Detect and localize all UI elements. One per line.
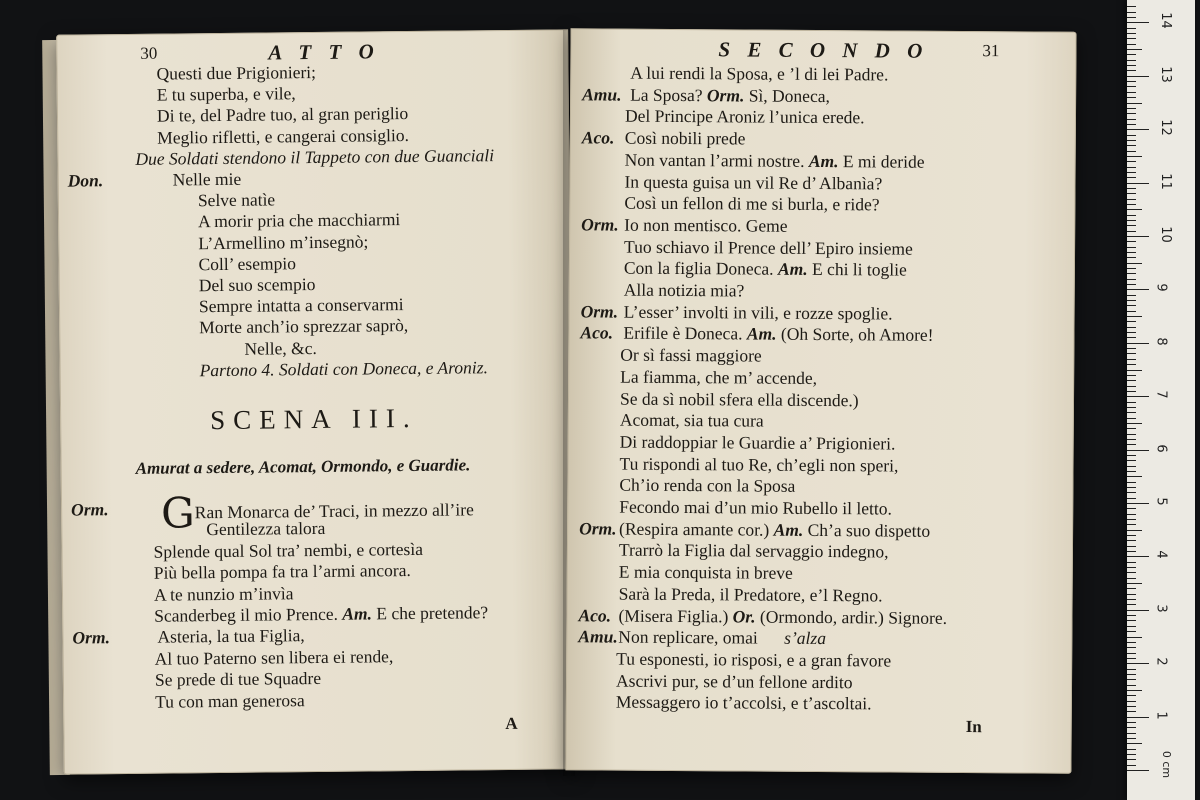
line-text: A lui rendi la Sposa, e ’l di lei Padre.: [630, 62, 889, 85]
ruler-tick: [1127, 359, 1136, 360]
line-text: Sempre intatta a conservarmi: [198, 294, 404, 317]
line-text: Tu rispondi al tuo Re, ch’egli non speri,: [619, 453, 899, 476]
line-text: Trarrò la Figlia dal servaggio indegno,: [618, 539, 889, 562]
speaker-label: Orm.: [581, 214, 619, 235]
ruler-tick: [1127, 370, 1142, 371]
ruler-tick: [1127, 332, 1136, 333]
ruler-tick: [1127, 113, 1136, 114]
line-text: Alla notizia mia?: [623, 279, 745, 301]
ruler-tick: [1127, 439, 1136, 440]
ruler-tick: [1127, 199, 1136, 200]
ruler-tick: [1127, 22, 1149, 23]
ruler-tick: [1127, 711, 1136, 712]
ruler-number: 11: [1157, 172, 1173, 190]
line-tail-text: (Ormondo, ardir.) Signore.: [759, 606, 948, 628]
ruler-tick: [1127, 353, 1136, 354]
ruler-tick: [1127, 375, 1136, 376]
ruler-tick: [1127, 444, 1136, 445]
ruler-tick: [1127, 733, 1136, 734]
ruler-tick: [1127, 129, 1149, 130]
ruler-tick: [1127, 380, 1136, 381]
ruler-tick: [1127, 620, 1136, 621]
line-text: Così un fellon di me si burla, e ride?: [624, 192, 880, 215]
right-text-block: [565, 28, 1076, 774]
ruler-tick: [1127, 215, 1136, 216]
ruler-tick: [1127, 86, 1136, 87]
ruler-tick: [1127, 765, 1136, 766]
speaker-label: Am.: [777, 258, 808, 280]
line-text: (Respira amante cor.) Am. Ch’a suo dispetto: [619, 518, 931, 541]
line-text: Nelle mie: [172, 168, 242, 190]
ruler-tick: [1127, 263, 1142, 264]
ruler-tick: [1127, 492, 1136, 493]
ruler-tick: [1127, 305, 1136, 306]
ruler-tick: [1127, 407, 1136, 408]
line-text: Così nobili prede: [624, 127, 746, 149]
ruler-tick: [1127, 508, 1136, 509]
ruler-tick: [1127, 615, 1136, 616]
ruler-tick: [1127, 38, 1136, 39]
ruler-tick: [1127, 519, 1136, 520]
drop-cap: G: [160, 488, 195, 538]
ruler-tick: [1127, 610, 1149, 611]
ruler-tick: [1127, 49, 1142, 50]
line-text: Messaggero io t’accolsi, e t’ascoltai.: [615, 691, 872, 714]
measuring-ruler: [1127, 0, 1195, 800]
ruler-tick: [1127, 402, 1136, 403]
text-line: [579, 518, 931, 541]
ruler-tick: [1127, 172, 1136, 173]
ruler-tick: [1127, 6, 1136, 7]
ruler-tick: [1127, 540, 1136, 541]
ruler-tick: [1127, 754, 1136, 755]
ruler-tick: [1127, 316, 1142, 317]
ruler-tick: [1127, 167, 1136, 168]
speaker-label: Orm.: [71, 499, 109, 520]
ruler-tick: [1127, 556, 1149, 557]
line-text: Erifile è Doneca. Am. (Oh Sorte, oh Amore!: [623, 323, 934, 346]
line-text: Morte anch’io sprezzar saprò,: [199, 315, 409, 338]
ruler-tick: [1127, 717, 1149, 718]
ruler-tick: [1127, 653, 1136, 654]
catchword-left: A: [505, 713, 518, 734]
ruler-tick: [1127, 749, 1136, 750]
ruler-number: 6: [1153, 443, 1169, 453]
running-head-left: A T T O: [268, 39, 380, 65]
line-text: Or sì fassi maggiore: [620, 344, 762, 366]
line-text: L’Armellino m’insegnò;: [198, 231, 369, 253]
speaker-label: Aco.: [578, 604, 612, 626]
ruler-tick: [1127, 54, 1136, 55]
text-line: [580, 322, 934, 346]
ruler-tick: [1127, 268, 1136, 269]
ruler-tick: [1127, 295, 1136, 296]
ruler-tick: [1127, 674, 1136, 675]
ruler-number: 9: [1153, 283, 1169, 293]
line-text: Fecondo mai d’un mio Rubello il letto.: [619, 496, 893, 519]
ruler-tick: [1127, 279, 1136, 280]
ruler-tick: [1127, 119, 1136, 120]
page-number-right: 31: [982, 41, 1000, 61]
ruler-tick: [1127, 503, 1149, 504]
ruler-tick: [1127, 396, 1149, 397]
ruler-tick: [1127, 604, 1136, 605]
ruler-tick: [1127, 535, 1136, 536]
line-tail-text: E chi li toglie: [811, 259, 907, 280]
catchword-right: In: [965, 717, 982, 737]
ruler-tick: [1127, 663, 1149, 664]
text-line: [581, 127, 746, 149]
ruler-tick: [1127, 658, 1136, 659]
ruler-tick: [1127, 423, 1142, 424]
ruler-tick: [1127, 337, 1136, 338]
ruler-number: 4: [1153, 550, 1169, 560]
text-line: [578, 604, 948, 628]
line-text: Di te, del Padre tuo, al gran periglio: [156, 103, 409, 127]
ruler-tick: [1127, 300, 1136, 301]
speaker-label: Orm.: [579, 518, 617, 539]
line-text: Meglio rifletti, e cangerai consiglio.: [157, 124, 410, 148]
ruler-tick: [1127, 482, 1136, 483]
ruler-tick: [1127, 236, 1149, 237]
line-text: Non replicare, omai s’alza: [618, 626, 827, 649]
speaker-label: Orm.: [72, 627, 110, 648]
speaker-label: Am.: [342, 603, 373, 624]
text-line: [580, 301, 893, 324]
line-text: Gentilezza talora: [206, 518, 326, 540]
ruler-tick: [1127, 434, 1136, 435]
speaker-label: Or.: [732, 605, 756, 627]
ruler-tick: [1127, 348, 1136, 349]
ruler-tick: [1127, 685, 1136, 686]
line-text: Splende qual Sol tra’ nembi, e cortesìa: [153, 538, 424, 562]
line-tail-text: s’alza: [784, 627, 827, 649]
speaker-label: Am.: [773, 519, 804, 540]
line-text: La fiamma, che m’ accende,: [620, 366, 818, 388]
ruler-tick: [1127, 706, 1136, 707]
line-text: In questa guisa un vil Re d’ Albanìa?: [624, 171, 883, 193]
ruler-tick: [1127, 466, 1136, 467]
ruler-tick: [1127, 562, 1136, 563]
ruler-tick: [1127, 140, 1136, 141]
ruler-tick: [1127, 637, 1142, 638]
speaker-label: Am.: [746, 323, 777, 345]
ruler-number: 8: [1153, 337, 1169, 346]
running-head-right: S E C O N D O: [718, 37, 929, 63]
ruler-tick: [1127, 364, 1136, 365]
line-tail-text: Ch’a suo dispetto: [807, 519, 931, 541]
ruler-tick: [1127, 289, 1149, 290]
ruler-tick: [1127, 220, 1136, 221]
ruler-tick: [1127, 546, 1136, 547]
ruler-tick: [1127, 193, 1136, 194]
speaker-label: Orm.: [580, 301, 619, 322]
line-text: Di raddoppiar le Guardie a’ Prigionieri.: [619, 431, 896, 454]
ruler-tick: [1127, 460, 1136, 461]
page-number-left: 30: [140, 43, 158, 63]
line-text: Sarà la Preda, il Predatore, e’l Regno.: [618, 583, 883, 606]
ruler-tick: [1127, 108, 1136, 109]
ruler-tick: [1127, 151, 1136, 152]
ruler-tick: [1127, 386, 1136, 387]
ruler-tick: [1127, 551, 1136, 552]
line-text: Al tuo Paterno sen libera ei rende,: [154, 646, 394, 669]
ruler-tick: [1127, 524, 1136, 525]
ruler-tick: [1127, 284, 1136, 285]
scene-text-block: [56, 29, 576, 774]
ruler-tick: [1127, 156, 1142, 157]
ruler-tick: [1127, 161, 1136, 162]
line-text: Scanderbeg il mio Prence. Am. E che pretende?: [154, 602, 489, 626]
ruler-tick: [1127, 567, 1136, 568]
line-text: Del suo scempio: [198, 274, 316, 296]
ruler-tick: [1127, 578, 1136, 579]
right-page: [565, 28, 1076, 774]
scene-persons: Amurat a sedere, Acomat, Ormondo, e Guardie.: [135, 455, 471, 478]
ruler-tick: [1127, 738, 1136, 739]
speaker-label: Aco.: [581, 127, 615, 148]
ruler-tick: [1127, 679, 1136, 680]
text-line: [578, 626, 827, 649]
ruler-tick: [1127, 455, 1136, 456]
ruler-tick: [1127, 588, 1136, 589]
text-line: [581, 214, 788, 236]
ruler-tick: [1127, 743, 1142, 744]
line-text: La Sposa? Orm. Sì, Doneca,: [630, 84, 830, 106]
ruler-tick: [1127, 327, 1136, 328]
ruler-tick: [1127, 145, 1136, 146]
ruler-tick: [1127, 647, 1136, 648]
line-tail-text: E che pretende?: [376, 602, 489, 624]
ruler-number: 2: [1153, 657, 1169, 666]
ruler-number: 3: [1153, 604, 1169, 613]
ruler-tick: [1127, 81, 1136, 82]
ruler-tick: [1127, 257, 1136, 258]
line-text: E mia conquista in breve: [618, 561, 793, 583]
line-text: Due Soldati stendono il Tappeto con due Guanciali: [135, 144, 495, 169]
ruler-tick: [1127, 770, 1149, 771]
line-text: A te nunzio m’invìa: [153, 582, 294, 605]
line-text: Acomat, sia tua cura: [619, 409, 764, 431]
line-text: Nelle, &c.: [244, 337, 317, 359]
ruler-number: 1: [1153, 710, 1169, 720]
ruler-tick: [1127, 60, 1136, 61]
ruler-number: 13: [1157, 66, 1173, 83]
line-text: E tu superba, e vile,: [156, 83, 296, 105]
speaker-label: Am.: [808, 150, 839, 171]
ruler-tick: [1127, 418, 1136, 419]
ruler-tick: [1127, 722, 1136, 723]
ruler-tick: [1127, 44, 1136, 45]
line-text: A morir pria che macchiarmi: [197, 209, 401, 232]
text-line: [72, 625, 305, 648]
ruler-tick: [1127, 412, 1136, 413]
ruler-tick: [1127, 135, 1136, 136]
line-text: Ch’io renda con la Sposa: [619, 474, 796, 497]
ruler-tick: [1127, 252, 1136, 253]
ruler-tick: [1127, 97, 1136, 98]
ruler-tick: [1127, 103, 1142, 104]
ruler-tick: [1127, 690, 1142, 691]
ruler-tick: [1127, 450, 1149, 451]
speaker-label: Orm.: [706, 84, 745, 106]
ruler-tick: [1127, 572, 1136, 573]
speaker-label: Aco.: [580, 322, 614, 343]
speaker-label: Amu.: [578, 626, 618, 647]
line-text: Più bella pompa fa tra l’armi ancora.: [153, 560, 411, 583]
line-text: Ascrivi pur, se d’un fellone ardito: [615, 670, 853, 692]
line-text: Del Principe Aroniz l’unica erede.: [624, 106, 865, 128]
ruler-tick: [1127, 70, 1136, 71]
ruler-tick: [1127, 247, 1136, 248]
line-text: Se da sì nobil sfera ella discende.): [619, 388, 859, 410]
ruler-number: 7: [1153, 390, 1169, 399]
ruler-tick: [1127, 642, 1136, 643]
ruler-tick: [1127, 727, 1136, 728]
ruler-tick: [1127, 321, 1136, 322]
ruler-number: 12: [1157, 119, 1173, 136]
ruler-tick: [1127, 65, 1136, 66]
line-text: Tu esponesti, io risposi, e a gran favore: [616, 648, 892, 671]
line-text: Selve natìe: [197, 189, 276, 211]
ruler-tick: [1127, 124, 1136, 125]
ruler-tick: [1127, 92, 1136, 93]
speaker-label: Amu.: [582, 84, 622, 105]
line-text: Partono 4. Soldati con Doneca, e Aroniz.: [199, 356, 488, 381]
line-text: Tu con man generosa: [155, 689, 305, 712]
ruler-tick: [1127, 530, 1142, 531]
ruler-tick: [1127, 241, 1136, 242]
line-tail-text: (Oh Sorte, oh Amore!: [780, 324, 934, 346]
ruler-tick: [1127, 273, 1136, 274]
ruler-tick: [1127, 17, 1136, 18]
line-text: Asteria, la tua Figlia,: [157, 625, 305, 648]
line-text: Non vantan l’armi nostre. Am. E mi deride: [624, 149, 925, 172]
ruler-tick: [1127, 391, 1136, 392]
ruler-tick: [1127, 209, 1142, 210]
ruler-tick: [1127, 701, 1136, 702]
line-text: Coll’ esempio: [198, 253, 297, 275]
ruler-tick: [1127, 76, 1149, 77]
ruler-tick: [1127, 204, 1136, 205]
ruler-number: 10: [1157, 226, 1173, 243]
ruler-tick: [1127, 12, 1136, 13]
ruler-tick: [1127, 33, 1136, 34]
ruler-tick: [1127, 695, 1136, 696]
ruler-number: 5: [1153, 497, 1169, 506]
ruler-tick: [1127, 514, 1136, 515]
line-text: (Misera Figlia.) Or. (Ormondo, ardir.) Signore.: [618, 605, 948, 628]
ruler-tick: [1127, 183, 1149, 184]
speaker-label: Don.: [67, 170, 104, 191]
line-text: Questi due Prigionieri;: [156, 61, 317, 84]
ruler-tick: [1127, 583, 1142, 584]
ruler-number: 14: [1157, 12, 1173, 30]
ruler-tick: [1127, 759, 1136, 760]
line-tail-text: E mi deride: [842, 150, 925, 172]
ruler-tick: [1127, 188, 1136, 189]
line-text: Con la figlia Doneca. Am. E chi li toglie: [623, 257, 907, 280]
ruler-tick: [1127, 471, 1136, 472]
ruler-tick: [1127, 311, 1136, 312]
ruler-tick: [1127, 177, 1136, 178]
line-text: L’esser’ involti in vili, e rozze spoglie.: [623, 301, 893, 324]
ruler-tick: [1127, 631, 1136, 632]
ruler-tick: [1127, 669, 1136, 670]
text-line: [582, 84, 830, 106]
ruler-tick: [1127, 28, 1136, 29]
left-page: [56, 29, 576, 774]
ruler-tick: [1127, 498, 1136, 499]
ruler-tick: [1127, 428, 1136, 429]
scene-title: SCENA III.: [210, 402, 418, 436]
ruler-tick: [1127, 626, 1136, 627]
ruler-tick: [1127, 487, 1136, 488]
ruler-tick: [1127, 599, 1136, 600]
ruler-tick: [1127, 476, 1142, 477]
ruler-tick: [1127, 231, 1136, 232]
line-tail-text: Sì, Doneca,: [748, 85, 830, 106]
line-text: Tuo schiavo il Prence dell’ Epiro insieme: [624, 236, 913, 259]
line-text: GRan Monarca de’ Traci, in mezzo all’ire: [160, 488, 474, 538]
ruler-tick: [1127, 343, 1149, 344]
ruler-tick: [1127, 225, 1136, 226]
ruler-tick: [1127, 594, 1136, 595]
line-text: Io non mentisco. Geme: [624, 214, 788, 236]
ruler-unit-label: 0 cm: [1160, 750, 1174, 779]
line-text: Se prede di tue Squadre: [154, 668, 322, 690]
